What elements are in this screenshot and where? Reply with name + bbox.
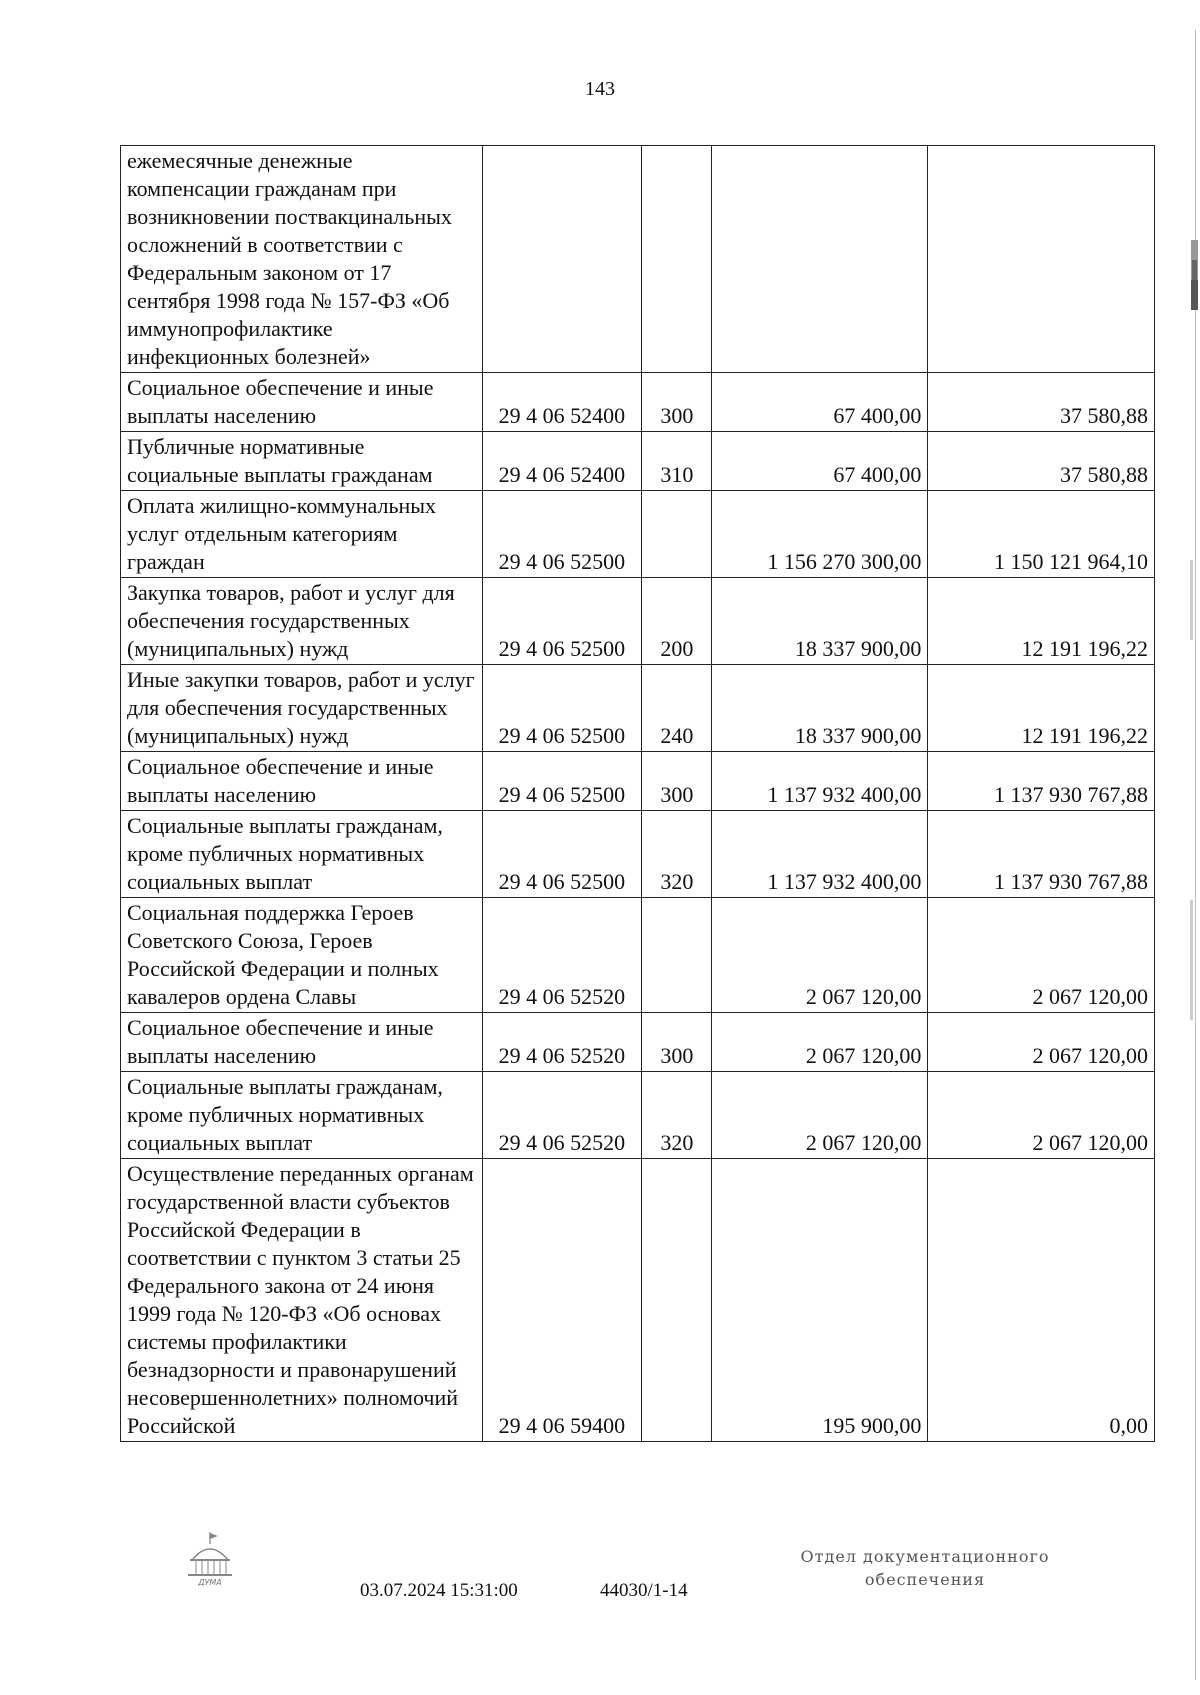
table-row xyxy=(121,373,1155,432)
row-plan: 195 900,00 xyxy=(712,1159,928,1442)
table-row xyxy=(121,491,1155,578)
row-plan: 1 137 932 400,00 xyxy=(712,811,928,898)
row-fact: 1 150 121 964,10 xyxy=(928,491,1155,578)
stamp-line: Отдел документационного xyxy=(800,1547,1050,1566)
row-fact: 1 137 930 767,88 xyxy=(928,811,1155,898)
row-plan: 2 067 120,00 xyxy=(712,1013,928,1072)
row-type xyxy=(642,898,712,1013)
page-number: 143 xyxy=(585,78,615,100)
budget-table xyxy=(120,145,1155,1442)
row-type: 300 xyxy=(642,373,712,432)
row-code: 29 4 06 52400 xyxy=(482,373,642,432)
row-code: 29 4 06 52500 xyxy=(482,665,642,752)
row-name: Социальные выплаты гражданам, кроме публичных нормативных социальных выплат xyxy=(121,1072,483,1159)
table-row xyxy=(121,898,1155,1013)
stamp-line: обеспечения xyxy=(864,1570,986,1589)
row-name: Социальное обеспечение и иные выплаты населению xyxy=(121,1013,483,1072)
table-row xyxy=(121,1013,1155,1072)
row-name: Иные закупки товаров, работ и услуг для обеспечения государственных (муниципальных) нужд xyxy=(121,665,483,752)
row-code: 29 4 06 52520 xyxy=(482,898,642,1013)
row-name: Осуществление переданных органам государственной власти субъектов Российской Федерации в соответствии с пунктом 3 статьи 25 Федерального закона от 24 июня 1999 года № 120-ФЗ «Об основах системы профилактики безнадзорности и правонарушений несовершеннолетних» полномочий Российской xyxy=(121,1159,483,1442)
row-type: 310 xyxy=(642,432,712,491)
row-fact: 2 067 120,00 xyxy=(928,1072,1155,1159)
row-code: 29 4 06 52500 xyxy=(482,811,642,898)
table-row xyxy=(121,1072,1155,1159)
row-code: 29 4 06 59400 xyxy=(482,1159,642,1442)
row-type xyxy=(642,1159,712,1442)
row-code xyxy=(482,146,642,373)
row-fact: 37 580,88 xyxy=(928,432,1155,491)
row-fact: 12 191 196,22 xyxy=(928,665,1155,752)
row-code: 29 4 06 52500 xyxy=(482,578,642,665)
duma-logo-icon xyxy=(180,1530,240,1590)
row-name: Социальные выплаты гражданам, кроме публичных нормативных социальных выплат xyxy=(121,811,483,898)
row-plan: 18 337 900,00 xyxy=(712,578,928,665)
row-plan: 1 137 932 400,00 xyxy=(712,752,928,811)
row-name: Публичные нормативные социальные выплаты гражданам xyxy=(121,432,483,491)
row-type xyxy=(642,491,712,578)
row-plan: 67 400,00 xyxy=(712,432,928,491)
footer-reg-number: 44030/1-14 xyxy=(600,1580,688,1601)
table-row xyxy=(121,578,1155,665)
row-fact: 0,00 xyxy=(928,1159,1155,1442)
row-fact: 37 580,88 xyxy=(928,373,1155,432)
row-plan: 67 400,00 xyxy=(712,373,928,432)
row-name: Социальное обеспечение и иные выплаты населению xyxy=(121,752,483,811)
row-name: Социальное обеспечение и иные выплаты населению xyxy=(121,373,483,432)
row-plan: 1 156 270 300,00 xyxy=(712,491,928,578)
footer-datetime: 03.07.2024 15:31:00 xyxy=(360,1580,518,1601)
row-code: 29 4 06 52520 xyxy=(482,1013,642,1072)
logo-text: ДУМА xyxy=(198,1578,222,1587)
row-type: 300 xyxy=(642,752,712,811)
row-fact: 2 067 120,00 xyxy=(928,1013,1155,1072)
row-fact: 2 067 120,00 xyxy=(928,898,1155,1013)
row-plan: 18 337 900,00 xyxy=(712,665,928,752)
table-row xyxy=(121,432,1155,491)
table-row xyxy=(121,665,1155,752)
table-row xyxy=(121,811,1155,898)
row-name: Социальная поддержка Героев Советского Союза, Героев Российской Федерации и полных кавалеров ордена Славы xyxy=(121,898,483,1013)
row-code: 29 4 06 52500 xyxy=(482,491,642,578)
row-type: 240 xyxy=(642,665,712,752)
row-plan: 2 067 120,00 xyxy=(712,898,928,1013)
table-row xyxy=(121,1159,1155,1442)
row-type xyxy=(642,146,712,373)
row-fact: 12 191 196,22 xyxy=(928,578,1155,665)
row-fact xyxy=(928,146,1155,373)
row-code: 29 4 06 52500 xyxy=(482,752,642,811)
row-code: 29 4 06 52520 xyxy=(482,1072,642,1159)
table-row xyxy=(121,146,1155,373)
row-name: Оплата жилищно-коммунальных услуг отдельным категориям граждан xyxy=(121,491,483,578)
row-fact: 1 137 930 767,88 xyxy=(928,752,1155,811)
department-stamp xyxy=(785,1545,1065,1591)
row-code: 29 4 06 52400 xyxy=(482,432,642,491)
row-type: 320 xyxy=(642,811,712,898)
row-name: Закупка товаров, работ и услуг для обеспечения государственных (муниципальных) нужд xyxy=(121,578,483,665)
row-name: ежемесячные денежные компенсации гражданам при возникновении поствакцинальных осложнений в соответствии с Федеральным законом от 17 сентября 1998 года № 157-ФЗ «Об иммунопрофилактике инфекционных болезней» xyxy=(121,146,483,373)
row-type: 200 xyxy=(642,578,712,665)
row-type: 320 xyxy=(642,1072,712,1159)
row-type: 300 xyxy=(642,1013,712,1072)
scan-edge-marks xyxy=(1186,0,1200,1695)
table-row xyxy=(121,752,1155,811)
row-plan: 2 067 120,00 xyxy=(712,1072,928,1159)
row-plan xyxy=(712,146,928,373)
